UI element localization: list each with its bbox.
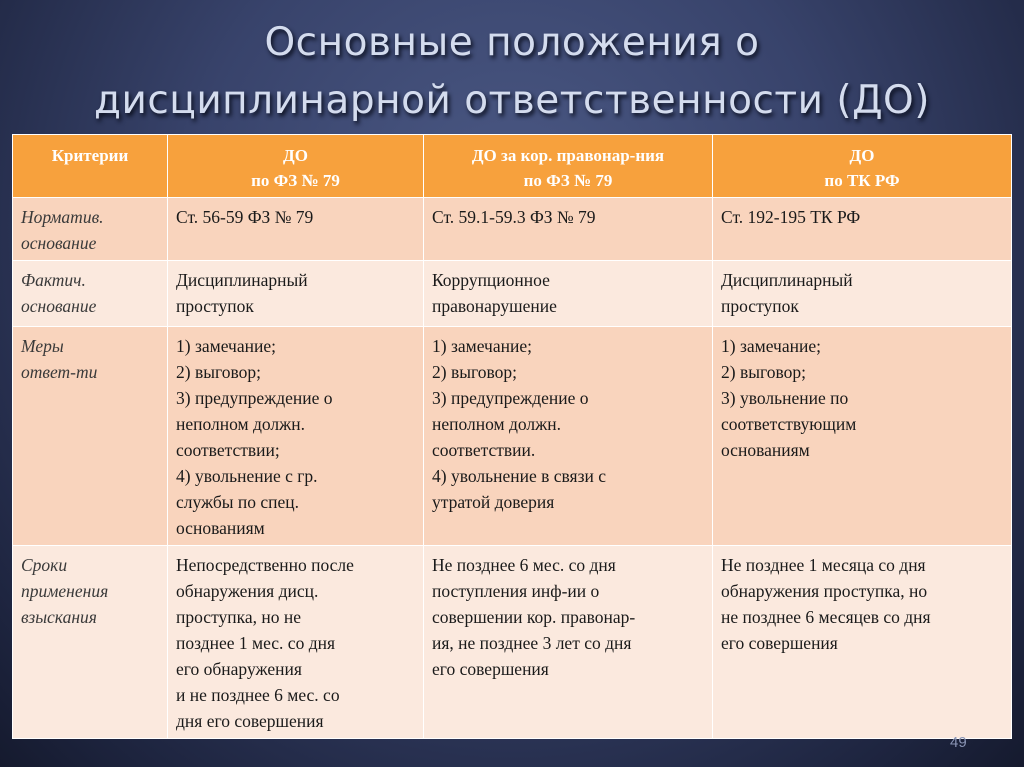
table-row-factual-basis xyxy=(13,261,1012,327)
cell-line: Фактич. xyxy=(21,270,86,290)
criterion-cell xyxy=(13,261,168,327)
header-criteria: Критерии xyxy=(13,135,168,198)
page-number: 49 xyxy=(950,734,967,751)
cell-line: утратой доверия xyxy=(432,492,555,512)
header-do-corruption xyxy=(424,135,713,198)
cell-corruption xyxy=(424,546,713,739)
cell-line: 3) предупреждение о xyxy=(432,388,589,408)
criterion-cell xyxy=(13,546,168,739)
cell-corruption xyxy=(424,198,713,261)
cell-line: совершении кор. правонар- xyxy=(432,607,636,627)
cell-line: поступления инф-ии о xyxy=(432,581,600,601)
cell-line: 2) выговор; xyxy=(176,362,261,382)
header-line: ДО xyxy=(849,146,875,165)
slide-title-line-1: Основные положения о xyxy=(264,20,760,65)
cell-line: его совершения xyxy=(432,659,549,679)
cell-tk xyxy=(713,327,1012,546)
cell-line: 2) выговор; xyxy=(432,362,517,382)
cell-line: дня его совершения xyxy=(176,711,324,731)
cell-line: 4) увольнение с гр. xyxy=(176,466,318,486)
header-line: по ФЗ № 79 xyxy=(251,171,340,190)
cell-line: 3) увольнение по xyxy=(721,388,849,408)
cell-line: не позднее 6 месяцев со дня xyxy=(721,607,931,627)
slide-title-line-2: дисциплинарной ответственности (ДО) xyxy=(94,78,930,123)
cell-line: соответствии; xyxy=(176,440,280,460)
cell-line: ия, не позднее 3 лет со дня xyxy=(432,633,632,653)
cell-line: 2) выговор; xyxy=(721,362,806,382)
cell-line: Ст. 56-59 ФЗ № 79 xyxy=(176,207,314,227)
cell-fz79 xyxy=(168,261,424,327)
cell-line: его совершения xyxy=(721,633,838,653)
cell-fz79 xyxy=(168,198,424,261)
table-row-measures xyxy=(13,327,1012,546)
cell-corruption xyxy=(424,327,713,546)
header-line: по ФЗ № 79 xyxy=(523,171,613,190)
cell-line: Меры xyxy=(21,336,64,356)
cell-line: Дисциплинарный xyxy=(176,270,308,290)
cell-line: Ст. 59.1-59.3 ФЗ № 79 xyxy=(432,207,596,227)
cell-line: Сроки xyxy=(21,555,68,575)
header-do-fz79 xyxy=(168,135,424,198)
cell-line: проступка, но не xyxy=(176,607,301,627)
cell-line: основаниям xyxy=(176,518,265,538)
cell-line: 1) замечание; xyxy=(432,336,532,356)
cell-line: неполном должн. xyxy=(176,414,305,434)
cell-line: Не позднее 6 мес. со дня xyxy=(432,555,616,575)
cell-line: основание xyxy=(21,296,97,316)
cell-tk xyxy=(713,546,1012,739)
cell-line: соответствии. xyxy=(432,440,536,460)
cell-line: и не позднее 6 мес. со xyxy=(176,685,340,705)
cell-line: ответ-ти xyxy=(21,362,98,382)
comparison-table xyxy=(12,134,1012,739)
cell-tk xyxy=(713,261,1012,327)
cell-line: обнаружения проступка, но xyxy=(721,581,928,601)
cell-line: Норматив. xyxy=(21,207,104,227)
cell-line: взыскания xyxy=(21,607,97,627)
header-do-tk xyxy=(713,135,1012,198)
cell-line: применения xyxy=(21,581,109,601)
cell-line: проступок xyxy=(721,296,799,316)
cell-line: позднее 1 мес. со дня xyxy=(176,633,336,653)
cell-line: Ст. 192-195 ТК РФ xyxy=(721,207,861,227)
criterion-cell xyxy=(13,198,168,261)
cell-line: 1) замечание; xyxy=(721,336,821,356)
cell-line: проступок xyxy=(176,296,254,316)
header-line: по ТК РФ xyxy=(824,171,900,190)
cell-line: Не позднее 1 месяца со дня xyxy=(721,555,926,575)
cell-line: правонарушение xyxy=(432,296,557,316)
table-header-row xyxy=(13,135,1012,198)
cell-line: Дисциплинарный xyxy=(721,270,853,290)
table-row-normative-basis xyxy=(13,198,1012,261)
cell-line: 1) замечание; xyxy=(176,336,276,356)
header-line: ДО за кор. правонар-ния xyxy=(471,146,665,165)
cell-line: его обнаружения xyxy=(176,659,302,679)
cell-line: неполном должн. xyxy=(432,414,561,434)
header-line: ДО xyxy=(283,146,308,165)
cell-line: обнаружения дисц. xyxy=(176,581,319,601)
cell-line: 3) предупреждение о xyxy=(176,388,333,408)
cell-line: основаниям xyxy=(721,440,810,460)
criterion-cell xyxy=(13,327,168,546)
cell-line: соответствующим xyxy=(721,414,857,434)
cell-tk xyxy=(713,198,1012,261)
cell-line: службы по спец. xyxy=(176,492,300,512)
cell-corruption xyxy=(424,261,713,327)
cell-line: 4) увольнение в связи с xyxy=(432,466,606,486)
cell-line: Непосредственно после xyxy=(176,555,354,575)
cell-fz79 xyxy=(168,327,424,546)
cell-fz79 xyxy=(168,546,424,739)
slide-title xyxy=(0,14,1024,130)
table-row-deadlines xyxy=(13,546,1012,739)
cell-line: Коррупционное xyxy=(432,270,550,290)
cell-line: основание xyxy=(21,233,97,253)
